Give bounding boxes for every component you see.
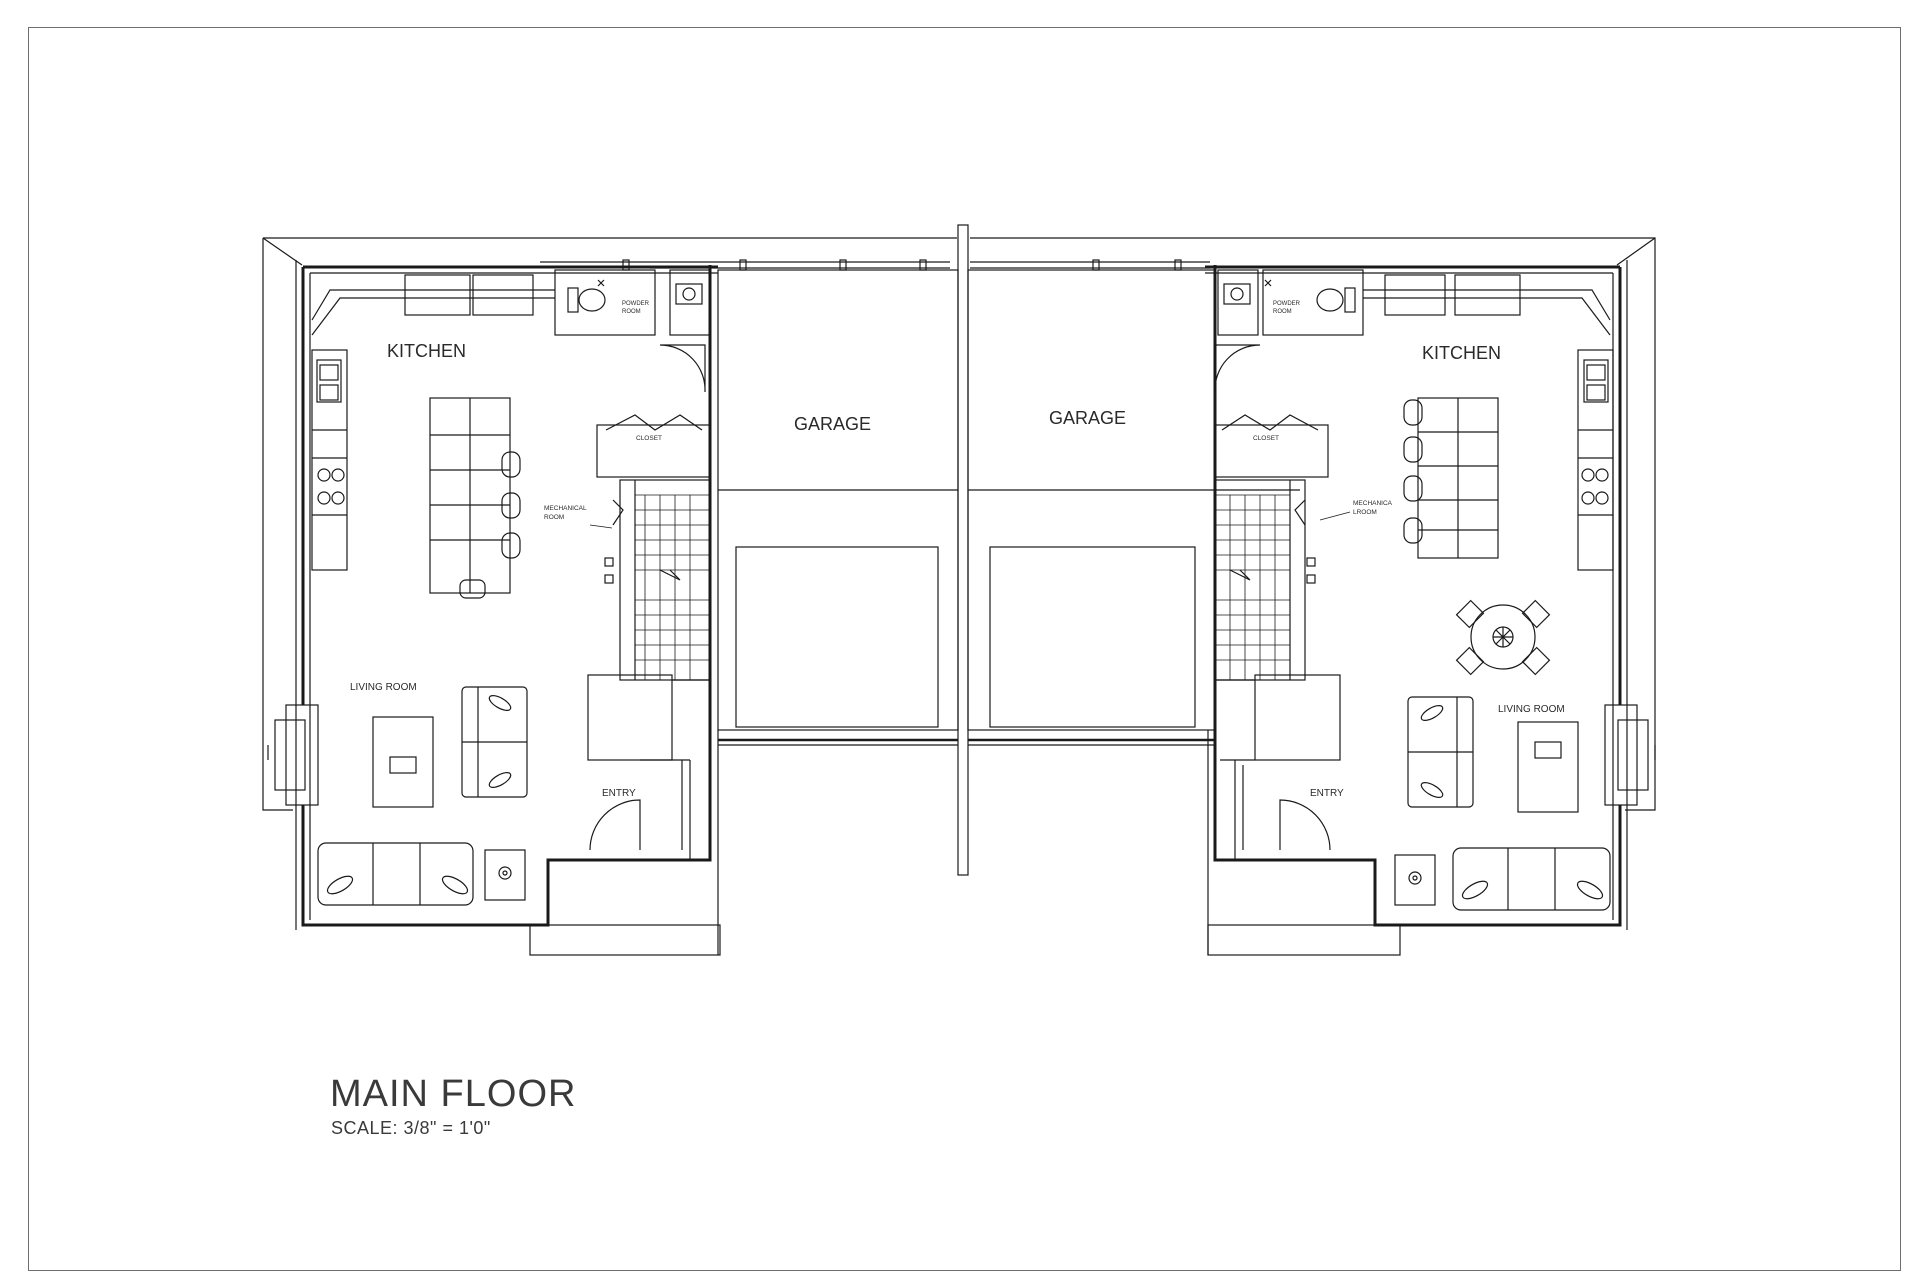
kitchen-island-left [430, 398, 520, 598]
label-living-left: LIVING ROOM [350, 682, 417, 693]
kitchen-counter-right [1363, 275, 1613, 570]
stairs-right [1215, 480, 1340, 760]
right-unit-walls [1205, 265, 1620, 925]
living-furniture-left [318, 687, 527, 905]
label-entry-left: ENTRY [602, 788, 636, 799]
entry-door-right [1280, 800, 1330, 850]
closet-right [1215, 415, 1328, 477]
label-living-right: LIVING ROOM [1498, 704, 1565, 715]
living-furniture-right [1395, 697, 1610, 910]
garage-right [968, 270, 1300, 955]
drawing-title: MAIN FLOOR [330, 1073, 577, 1115]
entry-door-left [590, 800, 640, 850]
label-kitchen-left: KITCHEN [387, 341, 467, 361]
garage-left [718, 270, 958, 955]
drawing-scale: SCALE: 3/8" = 1'0" [331, 1118, 491, 1138]
label-garage-right: GARAGE [1049, 408, 1127, 428]
label-mech-right-1: MECHANICA [1353, 500, 1393, 507]
kitchen-island-right [1404, 398, 1498, 558]
entry-pad-left [530, 925, 720, 955]
entry-pad-right [1208, 925, 1400, 955]
label-mech-left-2: ROOM [544, 514, 565, 521]
left-unit-walls [303, 265, 718, 925]
eave-outline-left [263, 0, 1920, 810]
label-garage-left: GARAGE [794, 414, 872, 434]
eave-outline-right [970, 238, 1655, 810]
label-mech-right-2: LROOM [1353, 509, 1377, 516]
label-closet-left: CLOSET [636, 435, 663, 442]
dining-table-right [1457, 601, 1550, 675]
label-powder-left-2: ROOM [622, 309, 641, 315]
label-mech-left-1: MECHANICAL [544, 505, 587, 512]
kitchen-counter-left [312, 275, 555, 570]
label-entry-right: ENTRY [1310, 788, 1344, 799]
label-closet-right: CLOSET [1253, 435, 1280, 442]
closet-left [597, 415, 710, 477]
label-kitchen-right: KITCHEN [1422, 343, 1502, 363]
party-wall [958, 225, 968, 875]
label-powder-right-1: POWDER [1273, 301, 1300, 307]
stairs-left [588, 480, 710, 760]
label-powder-left-1: POWDER [622, 301, 649, 307]
label-powder-right-2: ROOM [1273, 309, 1292, 315]
